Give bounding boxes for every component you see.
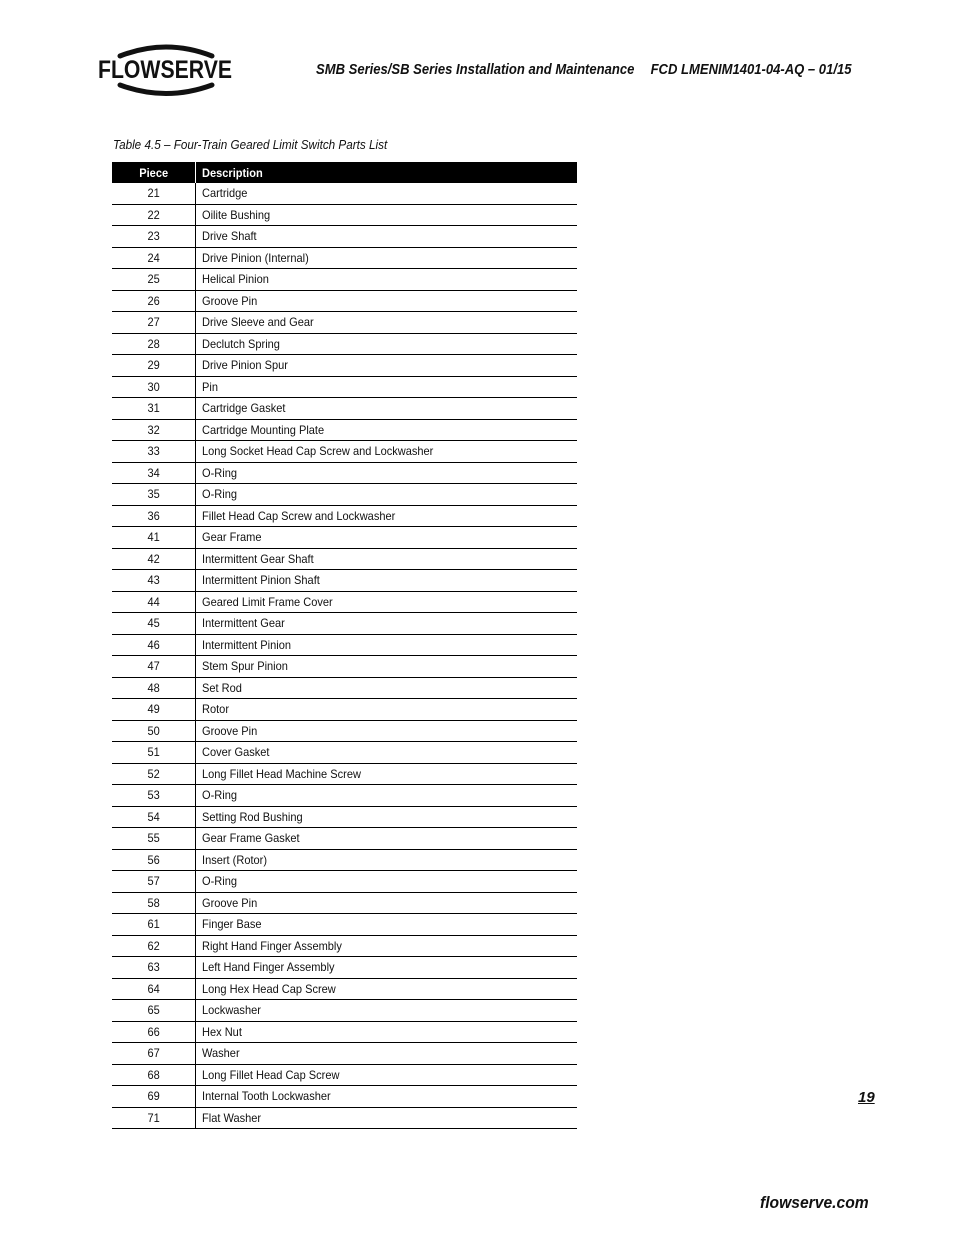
table-row [112,247,577,269]
parts-table-body [112,183,577,1129]
description-cell: Fillet Head Cap Screw and Lockwasher [195,505,577,527]
piece-number-cell: 51 [112,742,195,764]
page-number: 19 [858,1089,875,1106]
piece-number-cell: 55 [112,828,195,850]
piece-number-cell: 57 [112,871,195,893]
piece-number-cell: 56 [112,849,195,871]
table-header-row [112,162,577,183]
description-cell: Insert (Rotor) [195,849,577,871]
table-row [112,806,577,828]
piece-number-cell: 30 [112,376,195,398]
description-cell: Drive Pinion (Internal) [195,247,577,269]
table-row [112,677,577,699]
description-cell: Drive Shaft [195,226,577,248]
description-cell: O-Ring [195,484,577,506]
description-cell: Groove Pin [195,290,577,312]
piece-number-cell: 71 [112,1107,195,1129]
table-row [112,462,577,484]
description-cell: Groove Pin [195,720,577,742]
piece-number-cell: 24 [112,247,195,269]
table-row [112,484,577,506]
description-cell: Long Fillet Head Cap Screw [195,1064,577,1086]
description-cell: Left Hand Finger Assembly [195,957,577,979]
piece-number-cell: 26 [112,290,195,312]
description-cell: Lockwasher [195,1000,577,1022]
table-row [112,527,577,549]
piece-number-cell: 47 [112,656,195,678]
piece-number-cell: 49 [112,699,195,721]
piece-number-cell: 61 [112,914,195,936]
table-row [112,1000,577,1022]
description-cell: Cover Gasket [195,742,577,764]
logo-wordmark: FLOWSERVE [98,56,232,84]
table-row [112,1064,577,1086]
description-cell: Setting Rod Bushing [195,806,577,828]
table-row [112,505,577,527]
table-row [112,656,577,678]
piece-number-cell: 31 [112,398,195,420]
piece-number-cell: 41 [112,527,195,549]
description-cell: Geared Limit Frame Cover [195,591,577,613]
table-row [112,828,577,850]
description-cell: Washer [195,1043,577,1065]
description-cell: Drive Pinion Spur [195,355,577,377]
piece-number-cell: 48 [112,677,195,699]
description-cell: Helical Pinion [195,269,577,291]
document-code: FCD LMENIM1401-04-AQ – 01/15 [650,62,852,78]
table-row [112,742,577,764]
table-row [112,441,577,463]
description-cell: Finger Base [195,914,577,936]
piece-number-cell: 66 [112,1021,195,1043]
table-row [112,269,577,291]
description-cell: Pin [195,376,577,398]
piece-number-cell: 63 [112,957,195,979]
description-cell: Oilite Bushing [195,204,577,226]
piece-number-cell: 53 [112,785,195,807]
piece-number-cell: 50 [112,720,195,742]
parts-list-table [112,162,577,1129]
piece-number-cell: 43 [112,570,195,592]
document-header [316,62,851,78]
table-row [112,376,577,398]
table-row [112,634,577,656]
description-cell: Hex Nut [195,1021,577,1043]
piece-number-cell: 65 [112,1000,195,1022]
table-row [112,1107,577,1129]
table-row [112,763,577,785]
table-row [112,355,577,377]
description-cell: Intermittent Gear [195,613,577,635]
description-cell: O-Ring [195,785,577,807]
table-row [112,892,577,914]
piece-number-cell: 21 [112,183,195,204]
table-row [112,978,577,1000]
table-row [112,849,577,871]
table-row [112,613,577,635]
piece-number-cell: 36 [112,505,195,527]
description-cell: Declutch Spring [195,333,577,355]
table-row [112,204,577,226]
piece-number-cell: 67 [112,1043,195,1065]
table-row [112,290,577,312]
table-row [112,226,577,248]
table-row [112,1043,577,1065]
table-row [112,720,577,742]
description-cell: O-Ring [195,462,577,484]
piece-number-cell: 22 [112,204,195,226]
description-cell: Gear Frame Gasket [195,828,577,850]
piece-number-cell: 58 [112,892,195,914]
description-cell: Right Hand Finger Assembly [195,935,577,957]
table-row [112,957,577,979]
piece-number-cell: 28 [112,333,195,355]
piece-number-cell: 44 [112,591,195,613]
description-cell: Cartridge Mounting Plate [195,419,577,441]
piece-number-cell: 35 [112,484,195,506]
piece-number-cell: 62 [112,935,195,957]
description-cell: Intermittent Pinion Shaft [195,570,577,592]
description-cell: Intermittent Pinion [195,634,577,656]
piece-number-cell: 34 [112,462,195,484]
table-row [112,183,577,204]
piece-number-cell: 33 [112,441,195,463]
piece-number-cell: 29 [112,355,195,377]
description-cell: Long Hex Head Cap Screw [195,978,577,1000]
table-row [112,548,577,570]
column-header-description: Description [195,162,577,183]
piece-number-cell: 68 [112,1064,195,1086]
piece-number-cell: 42 [112,548,195,570]
description-cell: Internal Tooth Lockwasher [195,1086,577,1108]
description-cell: Gear Frame [195,527,577,549]
piece-number-cell: 25 [112,269,195,291]
table-row [112,1021,577,1043]
description-cell: Long Fillet Head Machine Screw [195,763,577,785]
description-cell: Rotor [195,699,577,721]
piece-number-cell: 54 [112,806,195,828]
piece-number-cell: 23 [112,226,195,248]
description-cell: Intermittent Gear Shaft [195,548,577,570]
table-row [112,398,577,420]
piece-number-cell: 52 [112,763,195,785]
table-row [112,419,577,441]
table-row [112,1086,577,1108]
table-row [112,570,577,592]
flowserve-logo [96,42,236,97]
footer-website-link[interactable]: flowserve.com [760,1193,869,1212]
table-row [112,312,577,334]
table-row [112,871,577,893]
description-cell: Set Rod [195,677,577,699]
table-row [112,935,577,957]
table-row [112,699,577,721]
document-title: SMB Series/SB Series Installation and Maintenance [316,62,635,78]
table-row [112,591,577,613]
piece-number-cell: 45 [112,613,195,635]
piece-number-cell: 32 [112,419,195,441]
description-cell: Flat Washer [195,1107,577,1129]
table-caption: Table 4.5 – Four-Train Geared Limit Switch Parts List [113,137,388,152]
piece-number-cell: 46 [112,634,195,656]
description-cell: Drive Sleeve and Gear [195,312,577,334]
description-cell: Long Socket Head Cap Screw and Lockwasher [195,441,577,463]
column-header-piece: Piece [112,162,195,183]
description-cell: Stem Spur Pinion [195,656,577,678]
description-cell: Groove Pin [195,892,577,914]
description-cell: Cartridge [195,183,577,204]
table-row [112,914,577,936]
description-cell: O-Ring [195,871,577,893]
table-row [112,785,577,807]
table-row [112,333,577,355]
piece-number-cell: 64 [112,978,195,1000]
piece-number-cell: 69 [112,1086,195,1108]
description-cell: Cartridge Gasket [195,398,577,420]
piece-number-cell: 27 [112,312,195,334]
